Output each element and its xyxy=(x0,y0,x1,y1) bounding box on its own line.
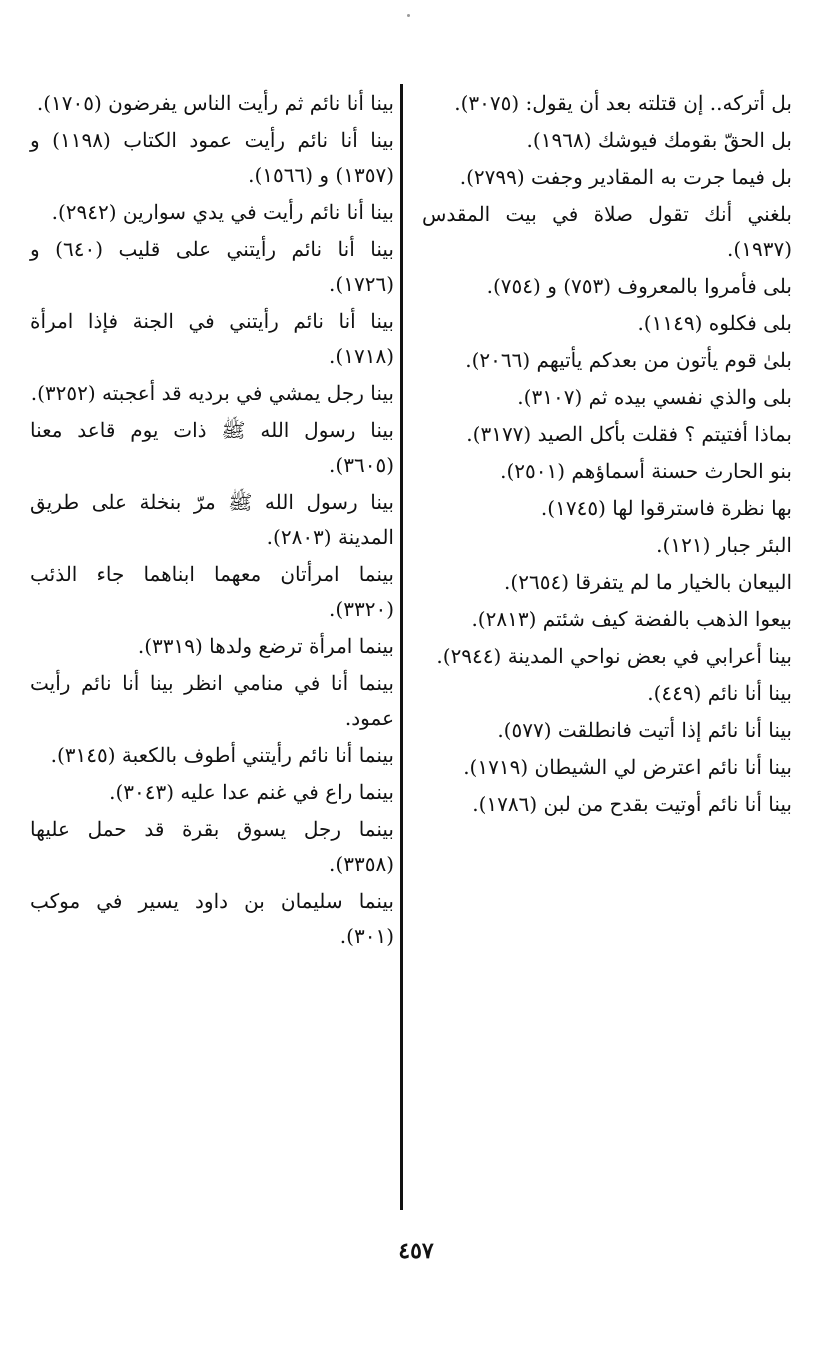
index-entry: بلى والذي نفسي بيده ثم (٣١٠٧). xyxy=(517,385,792,409)
index-entry: بلى فأمروا بالمعروف (٧٥٣) و (٧٥٤). xyxy=(486,274,792,298)
index-entry: البئر جبار (١٢١). xyxy=(656,533,792,557)
index-entry: البيعان بالخيار ما لم يتفرقا (٢٦٥٤). xyxy=(504,570,792,594)
index-entry: بماذا أفتيتم ؟ فقلت بأكل الصيد (٣١٧٧). xyxy=(466,422,792,446)
page-number: ٤٥٧ xyxy=(398,1238,434,1264)
index-entry: بينا أنا نائم أوتيت بقدح من لبن (١٧٨٦). xyxy=(472,792,792,816)
index-entry: بها نظرة فاسترقوا لها (١٧٤٥). xyxy=(540,496,792,520)
index-entry: بينا أنا نائم رأيت في يدي سوارين (٢٩٤٢). xyxy=(51,200,394,224)
column-divider xyxy=(400,84,403,1210)
index-entry: بل أتركه.. إن قتلته بعد أن يقول: (٣٠٧٥). xyxy=(454,91,792,115)
index-entry: بينا أنا نائم اعترض لي الشيطان (١٧١٩). xyxy=(463,755,792,779)
index-entry: بلى فكلوه (١١٤٩). xyxy=(637,311,792,335)
index-entry: بينا رسول الله ﷺ ذات يوم قاعد معنا (٣٦٠٥). xyxy=(30,418,394,477)
index-entry: بنو الحارث حسنة أسماؤهم (٢٥٠١). xyxy=(500,459,792,483)
index-entry: بينا أنا نائم (٤٤٩). xyxy=(647,681,792,705)
index-entry: بينا أنا نائم رأيتني في الجنة فإذا امرأة (١٧١٨). xyxy=(30,309,394,368)
index-entry: بل الحقّ بقومك فيوشك (١٩٦٨). xyxy=(526,128,792,152)
index-entry: بينما امرأتان معهما ابناهما جاء الذئب (٣٣٢٠). xyxy=(30,562,394,621)
index-entry: بينا أنا نائم رأيتني على قليب (٦٤٠) و (١٧٢٦). xyxy=(30,237,394,296)
top-mark xyxy=(407,14,410,17)
index-entry: بينا أنا نائم ثم رأيت الناس يفرضون (١٧٠٥). xyxy=(36,91,394,115)
index-entry: بينما أنا في منامي انظر بينا أنا نائم رأيت عمود. xyxy=(30,671,394,730)
right-column xyxy=(422,86,792,824)
index-entry: بينا رسول الله ﷺ مرّ بنخلة على طريق المدينة (٢٨٠٣). xyxy=(30,490,394,549)
index-entry: بينما رجل يسوق بقرة قد حمل عليها (٣٣٥٨). xyxy=(30,817,394,876)
index-entry: بينا رجل يمشي في برديه قد أعجبته (٣٢٥٢). xyxy=(30,381,394,405)
index-entry: بينا أعرابي في بعض نواحي المدينة (٢٩٤٤). xyxy=(436,644,792,668)
index-entry: بينما راع في غنم عدا عليه (٣٠٤٣). xyxy=(109,780,394,804)
left-column xyxy=(30,86,394,956)
index-entry: بينما سليمان بن داود يسير في موكب (٣٠١). xyxy=(30,889,394,948)
index-entry: بلغني أنك تقول صلاة في بيت المقدس (١٩٣٧). xyxy=(422,202,792,261)
index-entry: بيعوا الذهب بالفضة كيف شئتم (٢٨١٣). xyxy=(471,607,792,631)
index-entry: بلىٰ قوم يأتون من بعدكم يأتيهم (٢٠٦٦). xyxy=(465,348,792,372)
index-entry: بينما أنا نائم رأيتني أطوف بالكعبة (٣١٤٥). xyxy=(50,743,394,767)
index-entry: بينا أنا نائم إذا أتيت فانطلقت (٥٧٧). xyxy=(497,718,792,742)
index-entry: بل فيما جرت به المقادير وجفت (٢٧٩٩). xyxy=(459,165,792,189)
index-entry: بينما امرأة ترضع ولدها (٣٣١٩). xyxy=(137,634,394,658)
index-entry: بينا أنا نائم رأيت عمود الكتاب (١١٩٨) و (١٣٥٧) و (١٥٦٦). xyxy=(30,128,394,187)
